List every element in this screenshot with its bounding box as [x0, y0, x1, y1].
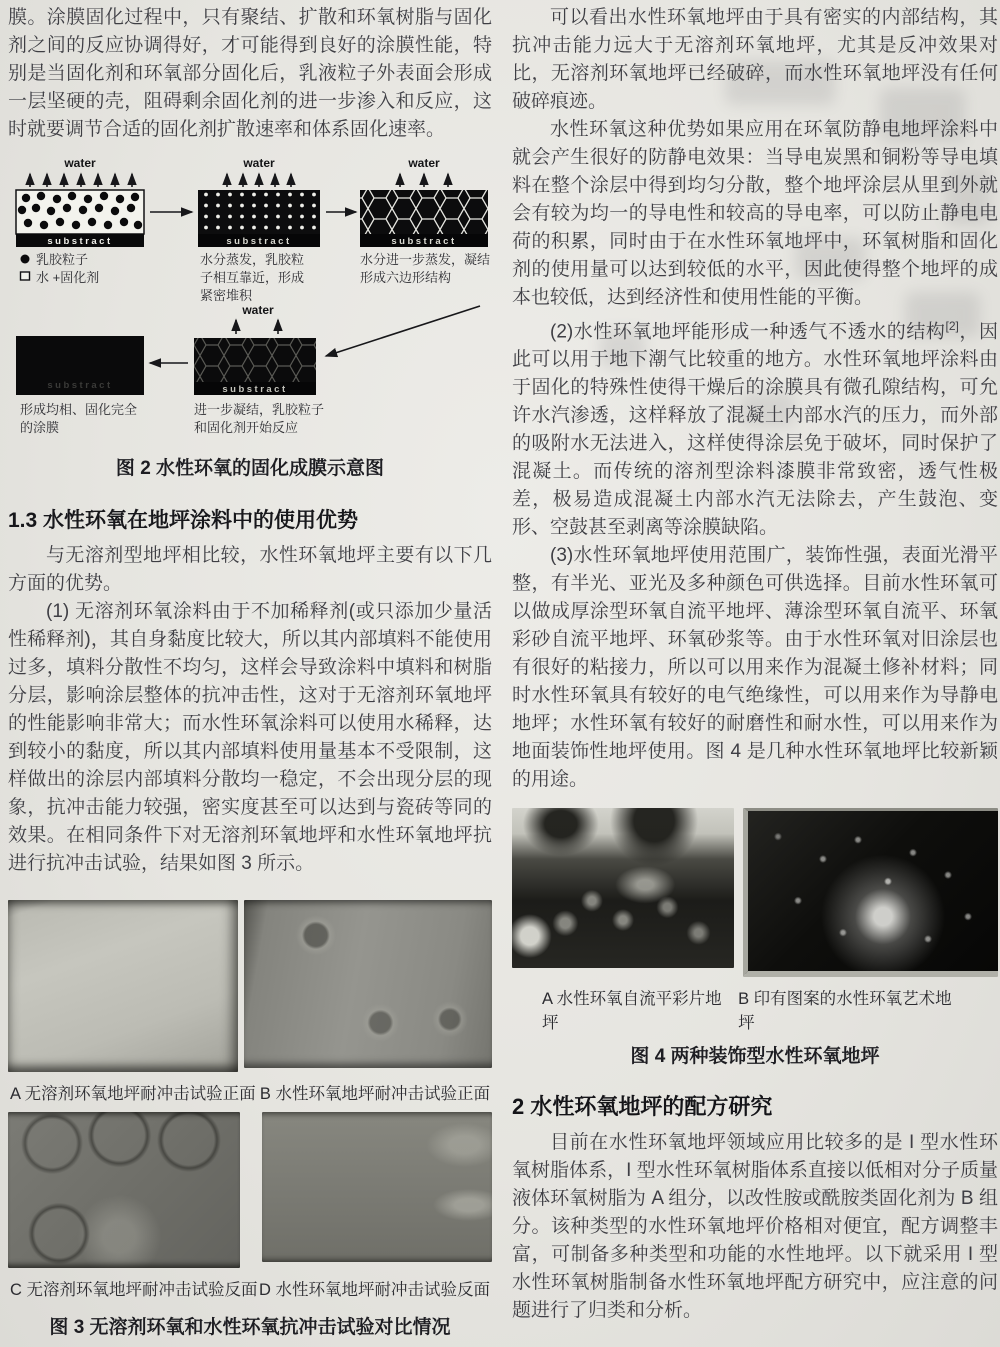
stage5-caption	[20, 402, 137, 435]
svg-text:形成六边形结构: 形成六边形结构	[360, 270, 452, 285]
curing-film-formation-diagram	[8, 156, 492, 440]
svg-text:形成均相、固化完全: 形成均相、固化完全	[20, 402, 138, 417]
svg-text:进一步凝结，乳胶粒子: 进一步凝结，乳胶粒子	[194, 402, 325, 417]
up-arrows	[400, 174, 448, 187]
figure-3	[8, 878, 492, 1339]
legend-water-curing-agent: 水 +固化剂	[36, 270, 100, 285]
stage2-packed-box	[198, 190, 320, 247]
section-2-heading: 2 水性环氧地坪的配方研究	[512, 1094, 773, 1120]
substract-label: substract	[391, 236, 457, 247]
stage5-final-film-box	[16, 336, 144, 395]
figure-2-caption: 图 2 水性环氧的固化成膜示意图	[115, 458, 385, 479]
photo-solventfree-impact-back	[8, 1112, 240, 1268]
paragraph-advantages-intro: 与无溶剂型地坪相比较，水性环氧地坪主要有以下几方面的优势。	[8, 545, 492, 594]
figure-3-caption: 图 3 无溶剂环氧和水性环氧抗冲击试验对比情况	[49, 1317, 451, 1338]
svg-text:的涂膜: 的涂膜	[20, 420, 60, 435]
substract-label: substract	[222, 384, 288, 395]
paragraph-film-curing: 膜。涂膜固化过程中，只有聚结、扩散和环氧树脂与固化剂之间的反应协调得好，才可能得到良好的涂膜性能，特别是当固化剂和环氧部分固化后，乳液粒子外表面会形成一层坚硬的壳，阻碍剩余固化剂的进一步渗入和反应，这时就要调节合适的固化剂扩散速率和体系固化速率。	[8, 7, 492, 140]
water-label: water	[243, 156, 275, 170]
reference-superscript: [2]	[945, 319, 959, 333]
photo-selfleveling-flake-floor	[512, 808, 734, 968]
photo-caption-c: C 无溶剂环氧地坪耐冲击试验反面	[10, 1281, 258, 1299]
photo-caption-fig4-b: B 印有图案的水性环氧艺术地坪	[738, 990, 952, 1033]
up-arrows	[30, 174, 132, 187]
stage4-coalesced-box	[194, 338, 316, 395]
substract-label: substract	[47, 380, 113, 391]
figure-4-caption: 图 4 两种装饰型水性环氧地坪	[630, 1046, 880, 1068]
svg-text:水分蒸发，乳胶粒: 水分蒸发，乳胶粒	[200, 252, 305, 267]
paragraph-wide-application: (3)水性环氧地坪使用范围广，装饰性强，表面光滑平整，有半光、亚光及多种颜色可供选择。目前水性环氧可以做成厚涂型环氧自流平地坪、薄涂型环氧自流平、环氧彩砂自流平地坪、环氧砂浆等。由于水性环氧对旧涂层也有很好的粘接力，所以可以用来作为混凝土修补材料；同时水性环氧具有较好的电气绝缘性，可以用来作为导静电地坪；水性环氧有较好的耐磨性和耐水性，可以用来作为地面装饰性地坪使用。图 4 是几种水性环氧地坪比较新颖的用途。	[512, 545, 998, 791]
stage2-caption	[200, 252, 304, 303]
svg-text:紧密堆积: 紧密堆积	[200, 288, 253, 303]
right-column	[512, 4, 998, 1325]
photo-caption-b: B 水性环氧地坪耐冲击试验正面	[259, 1085, 490, 1103]
substract-label: substract	[226, 236, 292, 247]
paragraph-impact-result: 可以看出水性环氧地坪由于具有密实的内部结构，其抗冲击能力远大于无溶剂环氧地坪，尤其是反冲效果对比，无溶剂环氧地坪已经破碎，而水性环氧地坪没有任何破碎痕迹。	[512, 7, 998, 112]
paragraph-breathable-before: (2)水性环氧地坪能形成一种透气不透水的结构	[550, 321, 946, 343]
substract-label: substract	[47, 236, 113, 247]
paragraph-breathable-structure	[512, 312, 998, 542]
water-label: water	[242, 303, 274, 317]
photo-caption-a: A 无溶剂环氧地坪耐冲击试验正面	[10, 1085, 256, 1103]
water-label: water	[64, 156, 96, 170]
photo-printed-art-floor	[743, 808, 998, 977]
stage4-caption	[194, 402, 324, 435]
up-arrows	[227, 174, 291, 187]
stage3-hexagon-box	[360, 190, 488, 247]
section-1-3-heading: 1.3 水性环氧在地坪涂料中的使用优势	[8, 509, 359, 532]
svg-text:和固化剂开始反应: 和固化剂开始反应	[194, 420, 299, 435]
paragraph-antistatic: 水性环氧这种优势如果应用在环氧防静电地坪涂料中就会产生很好的防静电效果：当导电炭黑和铜粉等导电填料在整个涂层中得到均匀分散，整个地坪涂层从里到外就会有较为均一的导电性和较高的导电率，可以防止静电电荷的积累，同时由于在水性环氧地坪中，环氧树脂和固化剂的使用量可以达到较低的水平，因此使得整个地坪的成本也较低，达到经济性和使用性能的平衡。	[512, 119, 998, 308]
figure-4	[512, 794, 998, 1068]
paragraph-formulation-research: 目前在水性环氧地坪领域应用比较多的是 I 型水性环氧树脂体系，I 型水性环氧树脂体系直接以低相对分子质量液体环氧树脂为 A 组分，以改性胺或酰胺类固化剂为 B 组分。该种类型的水性环氧地坪价格相对便宜，配方调整丰富，可制备多种类型和功能的水性地坪。以下就采用 I 型水性环氧树脂制备水性环氧地坪配方研究中，应注意的问题进行了归类和分析。	[512, 1132, 998, 1322]
photo-caption-d: D 水性环氧地坪耐冲击试验反面	[259, 1281, 490, 1299]
svg-text:水分进一步蒸发，凝结: 水分进一步蒸发，凝结	[360, 252, 491, 267]
diagonal-sequence-arrow	[326, 306, 480, 356]
water-label: water	[408, 156, 440, 170]
photo-waterborne-impact-back	[262, 1112, 492, 1262]
left-column	[8, 4, 492, 1339]
figure-2-diagram	[8, 156, 492, 480]
legend	[21, 252, 100, 285]
stage1-emulsion-box	[16, 190, 144, 247]
photo-waterborne-impact-front	[244, 900, 492, 1068]
up-arrows	[236, 320, 278, 334]
svg-text:子相互靠近，形成: 子相互靠近，形成	[200, 270, 305, 285]
photo-caption-fig4-a: A 水性环氧自流平彩片地坪	[542, 990, 722, 1033]
stage3-caption	[360, 252, 490, 285]
photo-solventfree-impact-front	[8, 900, 238, 1072]
paragraph-breathable-after: ，因此可以用于地下潮气比较重的地方。水性环氧地坪涂料由于固化的特殊性使得干燥后的涂膜具有微孔隙结构，可允许水汽渗透，这样释放了混凝土内部水汽的压力，而外部的吸附水无法进入，这样使得涂层免于破坏，同时保护了混凝土。而传统的溶剂型涂料漆膜非常致密，透气性极差，极易造成混凝土内部水汽无法除去，产生鼓泡、变形、空鼓甚至剥离等涂膜缺陷。	[512, 321, 998, 539]
legend-latex-particle: 乳胶粒子	[36, 252, 89, 267]
paragraph-advantage-1: (1) 无溶剂环氧涂料由于不加稀释剂(或只添加少量活性稀释剂)，其自身黏度比较大，所以其内部填料不能使用过多，填料分散性不均匀，这样会导致涂料中填料和树脂分层，影响涂层整体的抗冲击性，这对于无溶剂环氧地坪的性能影响非常大；而水性环氧涂料可以使用水稀释，达到较小的黏度，所以其内部填料使用量基本不受限制，这样做出的涂层内部填料分散均一稳定，不会出现分层的现象，抗冲击能力较强，密实度甚至可以达到与瓷砖等同的效果。在相同条件下对无溶剂环氧地坪和水性环氧地坪抗进行抗冲击试验，结果如图 3 所示。	[8, 601, 492, 874]
